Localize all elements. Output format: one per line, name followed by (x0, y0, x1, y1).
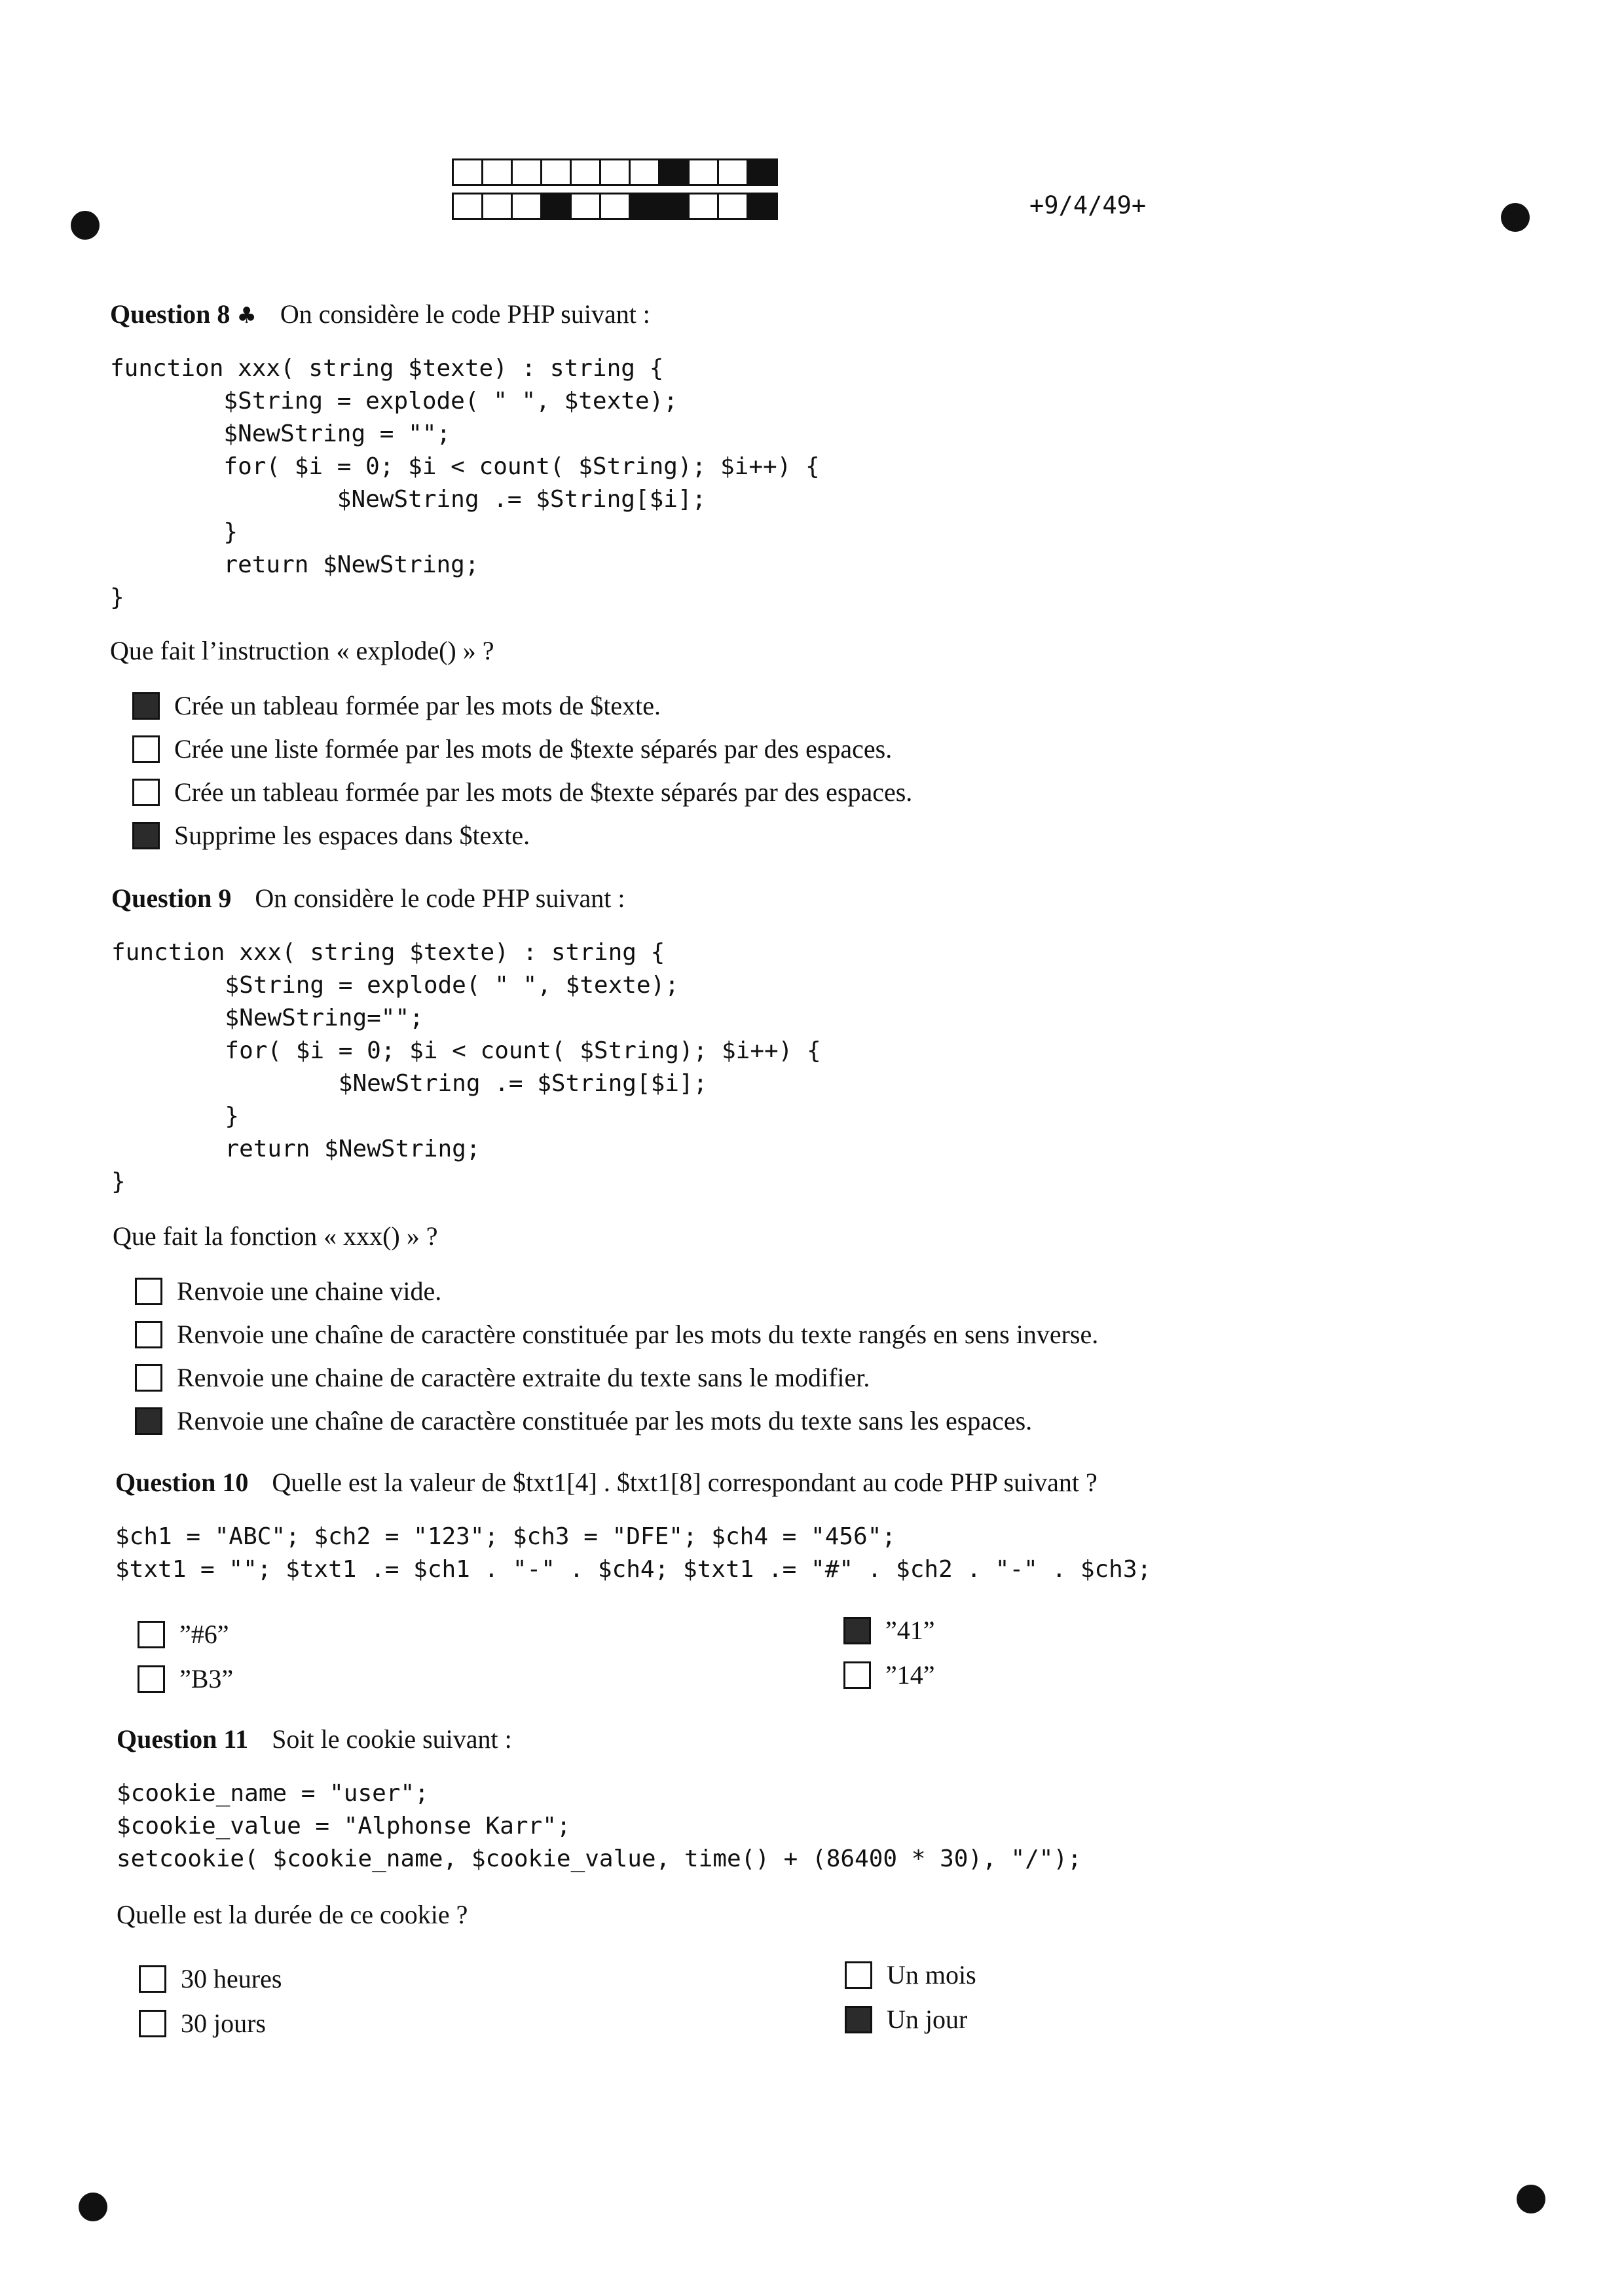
q10-number: Question 10 (115, 1468, 249, 1497)
q9-intro: On considère le code PHP suivant : (255, 883, 625, 913)
q10-option-4-checkbox[interactable] (843, 1661, 871, 1689)
barcode-cell (629, 193, 660, 220)
barcode-row-2 (452, 193, 776, 220)
q8-prompt: Que fait l’instruction « explode() » ? (110, 636, 494, 665)
barcode-cell (540, 158, 572, 186)
q8-option-1-label: Crée un tableau formée par les mots de $texte. (174, 691, 661, 720)
q8-option-3-checkbox[interactable] (132, 779, 160, 806)
q9-option-2-label: Renvoie une chaîne de caractère constituée par les mots du texte rangés en sens inverse. (177, 1320, 1099, 1349)
q9-option-2-checkbox[interactable] (135, 1321, 162, 1348)
corner-mark-top-left (71, 211, 100, 240)
barcode-cell (717, 158, 748, 186)
q8-option-4[interactable] (132, 820, 530, 851)
q11-option-1-label: 30 heures (181, 1964, 282, 1993)
q9-option-1-label: Renvoie une chaine vide. (177, 1276, 442, 1306)
q10-option-4[interactable] (843, 1659, 935, 1690)
q9-option-1-checkbox[interactable] (135, 1278, 162, 1305)
barcode-cell (452, 193, 483, 220)
barcode-cell (511, 193, 542, 220)
q8-option-3-label: Crée un tableau formée par les mots de $texte séparés par des espaces. (174, 777, 913, 807)
corner-mark-bottom-right (1517, 2185, 1545, 2213)
barcode-row-1 (452, 158, 776, 186)
barcode-cell (747, 158, 778, 186)
q9-prompt: Que fait la fonction « xxx() » ? (113, 1221, 438, 1251)
barcode-cell (747, 193, 778, 220)
q10-option-3-label: ”41” (885, 1616, 935, 1645)
q9-number: Question 9 (111, 883, 232, 913)
q11-prompt: Quelle est la durée de ce cookie ? (117, 1900, 468, 1929)
q9-option-4-checkbox[interactable] (135, 1407, 162, 1435)
corner-mark-top-right (1501, 203, 1530, 232)
q11-option-4-label: Un jour (887, 2005, 968, 2034)
q8-option-1-checkbox[interactable] (132, 692, 160, 720)
q9-header (111, 883, 625, 914)
barcode-cell (717, 193, 748, 220)
q8-number: Question 8 ♣ (110, 299, 257, 329)
q8-option-2[interactable] (132, 733, 892, 764)
q10-option-2[interactable] (138, 1663, 233, 1694)
barcode-cell (599, 193, 631, 220)
q10-code: $ch1 = "ABC"; $ch2 = "123"; $ch3 = "DFE"; $ch4 = "456"; $txt1 = ""; $txt1 .= $ch1 . "-" . $ch4; $txt1 .= "#" . $ch2 . "-" . $ch3; (115, 1523, 1152, 1583)
q10-option-1-label: ”#6” (179, 1620, 229, 1649)
q10-option-3[interactable] (843, 1615, 935, 1646)
q8-intro: On considère le code PHP suivant : (280, 299, 650, 329)
q10-option-2-label: ”B3” (179, 1664, 234, 1694)
q8-header (110, 299, 650, 329)
barcode-cell (481, 158, 513, 186)
q10-option-1-checkbox[interactable] (138, 1621, 165, 1648)
q9-option-4[interactable] (135, 1405, 1032, 1436)
q8-code: function xxx( string $texte) : string { $String = explode( " ", $texte); $NewString = ""; for( $i = 0; $i < count( $String); $i++) { $NewString .= $String[$i]; } return $NewString; } (110, 355, 820, 611)
q11-option-2-checkbox[interactable] (139, 2010, 166, 2037)
q8-option-4-label: Supprime les espaces dans $texte. (174, 821, 530, 850)
barcode-cell (511, 158, 542, 186)
q10-intro: Quelle est la valeur de $txt1[4] . $txt1[8] correspondant au code PHP suivant ? (272, 1468, 1098, 1497)
q11-header (117, 1724, 512, 1754)
q10-option-2-checkbox[interactable] (138, 1665, 165, 1693)
barcode-cell (658, 158, 690, 186)
barcode-cell (452, 158, 483, 186)
q10-option-1[interactable] (138, 1619, 229, 1650)
q11-option-2[interactable] (139, 2008, 266, 2039)
q9-code: function xxx( string $texte) : string { $String = explode( " ", $texte); $NewString=""; for( $i = 0; $i < count( $String); $i++) { $NewString .= $String[$i]; } return $NewString; } (111, 939, 821, 1195)
barcode-cell (599, 158, 631, 186)
barcode-cell (688, 158, 719, 186)
q10-option-3-checkbox[interactable] (843, 1617, 871, 1644)
q11-option-4[interactable] (845, 2004, 967, 2035)
q11-intro: Soit le cookie suivant : (272, 1724, 512, 1754)
q8-option-2-label: Crée une liste formée par les mots de $texte séparés par des espaces. (174, 734, 893, 764)
barcode-cell (540, 193, 572, 220)
barcode-cell (570, 158, 601, 186)
q11-option-3-checkbox[interactable] (845, 1961, 872, 1989)
barcode-cell (481, 193, 513, 220)
q11-option-2-label: 30 jours (181, 2009, 266, 2038)
q10-option-4-label: ”14” (885, 1660, 935, 1690)
page-id: +9/4/49+ (1029, 191, 1147, 219)
q9-option-1[interactable] (135, 1276, 441, 1306)
q8-option-4-checkbox[interactable] (132, 822, 160, 849)
q11-option-1-checkbox[interactable] (139, 1965, 166, 1993)
q9-option-3-checkbox[interactable] (135, 1364, 162, 1392)
q8-option-2-checkbox[interactable] (132, 735, 160, 763)
q10-header (115, 1467, 1098, 1498)
q11-number: Question 11 (117, 1724, 249, 1754)
q9-option-3[interactable] (135, 1362, 870, 1393)
q9-option-4-label: Renvoie une chaîne de caractère constituée par les mots du texte sans les espaces. (177, 1406, 1033, 1435)
q11-code: $cookie_name = "user"; $cookie_value = "Alphonse Karr"; setcookie( $cookie_name, $cookie_value, time() + (86400 * 30), "/"); (117, 1780, 1082, 1872)
corner-mark-bottom-left (79, 2193, 107, 2221)
q8-option-3[interactable] (132, 777, 912, 807)
q11-option-3-label: Un mois (887, 1960, 976, 1990)
q9-option-3-label: Renvoie une chaine de caractère extraite du texte sans le modifier. (177, 1363, 870, 1392)
barcode-cell (688, 193, 719, 220)
club-icon: ♣ (236, 303, 257, 329)
barcode-cell (658, 193, 690, 220)
q11-option-3[interactable] (845, 1959, 976, 1990)
barcode-cell (629, 158, 660, 186)
q9-option-2[interactable] (135, 1319, 1098, 1350)
q11-option-1[interactable] (139, 1963, 282, 1994)
q11-option-4-checkbox[interactable] (845, 2006, 872, 2033)
barcode-cell (570, 193, 601, 220)
q8-option-1[interactable] (132, 690, 661, 721)
